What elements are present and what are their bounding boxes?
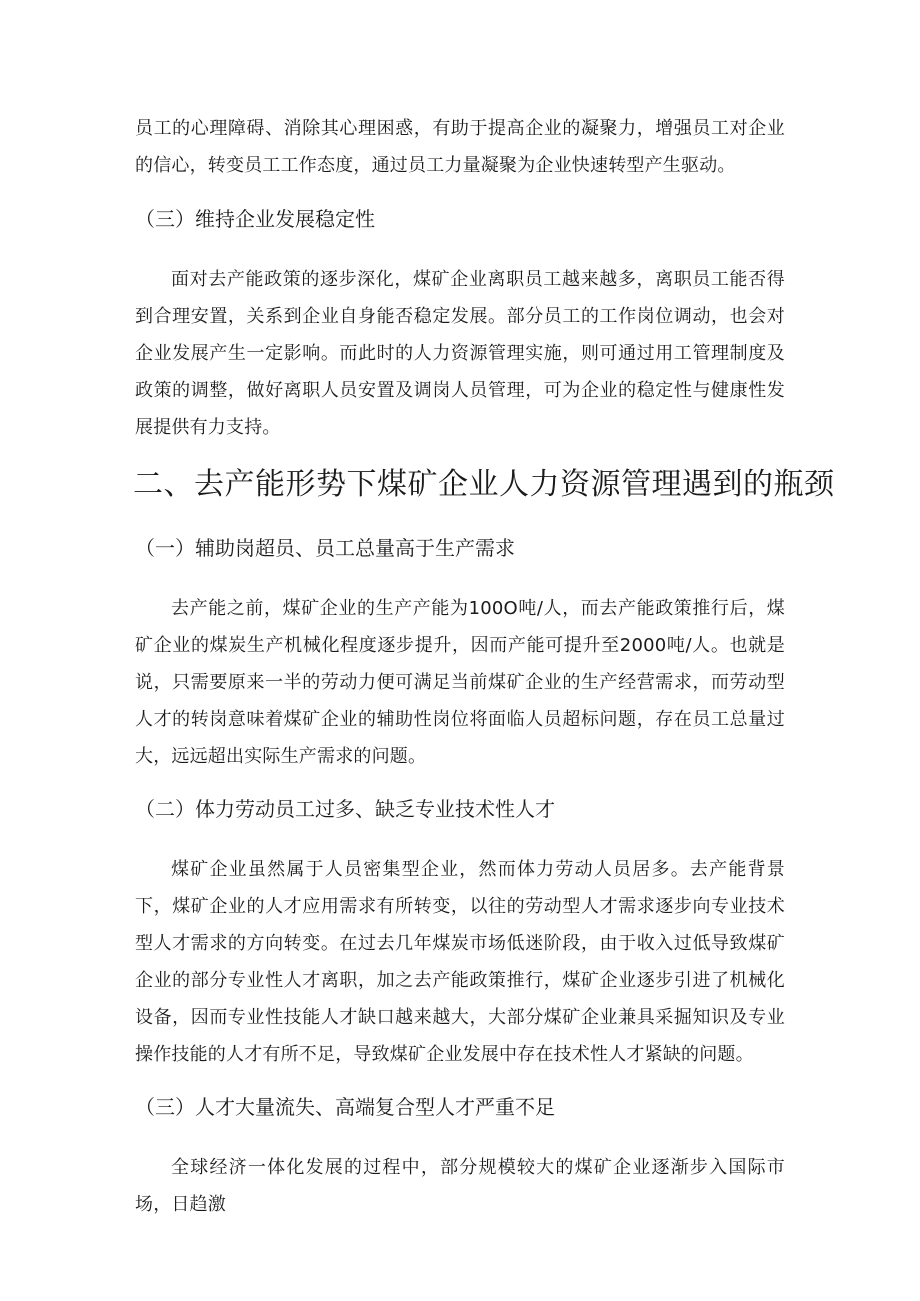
subsection-3-heading: （三）维持企业发展稳定性: [135, 207, 375, 231]
section-2-sub-3-heading: （三）人才大量流失、高端复合型人才严重不足: [135, 1095, 555, 1119]
section-2-sub-3-body: 全球经济一体化发展的过程中，部分规模较大的煤矿企业逐渐步入国际市场，日趋激: [135, 1157, 785, 1215]
intro-paragraph: 员工的心理障碍、消除其心理困惑，有助于提高企业的凝聚力，增强员工对企业的信心，转变员工工作态度，通过员工力量凝聚为企业快速转型产生驱动。: [135, 118, 785, 176]
section-2-heading: 二、去产能形势下煤矿企业人力资源管理遇到的瓶颈: [133, 467, 835, 502]
section-2-sub-1-heading: （一）辅助岗超员、员工总量高于生产需求: [135, 536, 515, 560]
section-2-sub-2-heading: （二）体力劳动员工过多、缺乏专业技术性人才: [135, 797, 555, 821]
section-2-sub-2-body: 煤矿企业虽然属于人员密集型企业，然而体力劳动人员居多。去产能背景下，煤矿企业的人才应用需求有所转变，以往的劳动型人才需求逐步向专业技术型人才需求的方向转变。在过去几年煤炭市场低迷阶段，由于收入过低导致煤矿企业的部分专业性人才离职，加之去产能政策推行，煤矿企业逐步引进了机械化设备，因而专业性技能人才缺口越来越大，大部分煤矿企业兼具采掘知识及专业操作技能的人才有所不足，导致煤矿企业发展中存在技术性人才紧缺的问题。: [135, 859, 785, 1065]
section-2-sub-1-body: 去产能之前，煤矿企业的生产产能为100O吨/人，而去产能政策推行后，煤矿企业的煤炭生产机械化程度逐步提升，因而产能可提升至2000吨/人。也就是说，只需要原来一半的劳动力便可满足当前煤矿企业的生产经营需求，而劳动型人才的转岗意味着煤矿企业的辅助性岗位将面临人员超标问题，存在员工总量过大，远远超出实际生产需求的问题。: [135, 598, 785, 767]
subsection-3-body: 面对去产能政策的逐步深化，煤矿企业离职员工越来越多，离职员工能否得到合理安置，关系到企业自身能否稳定发展。部分员工的工作岗位调动，也会对企业发展产生一定影响。而此时的人力资源管理实施，则可通过用工管理制度及政策的调整，做好离职人员安置及调岗人员管理，可为企业的稳定性与健康性发展提供有力支持。: [135, 269, 785, 438]
